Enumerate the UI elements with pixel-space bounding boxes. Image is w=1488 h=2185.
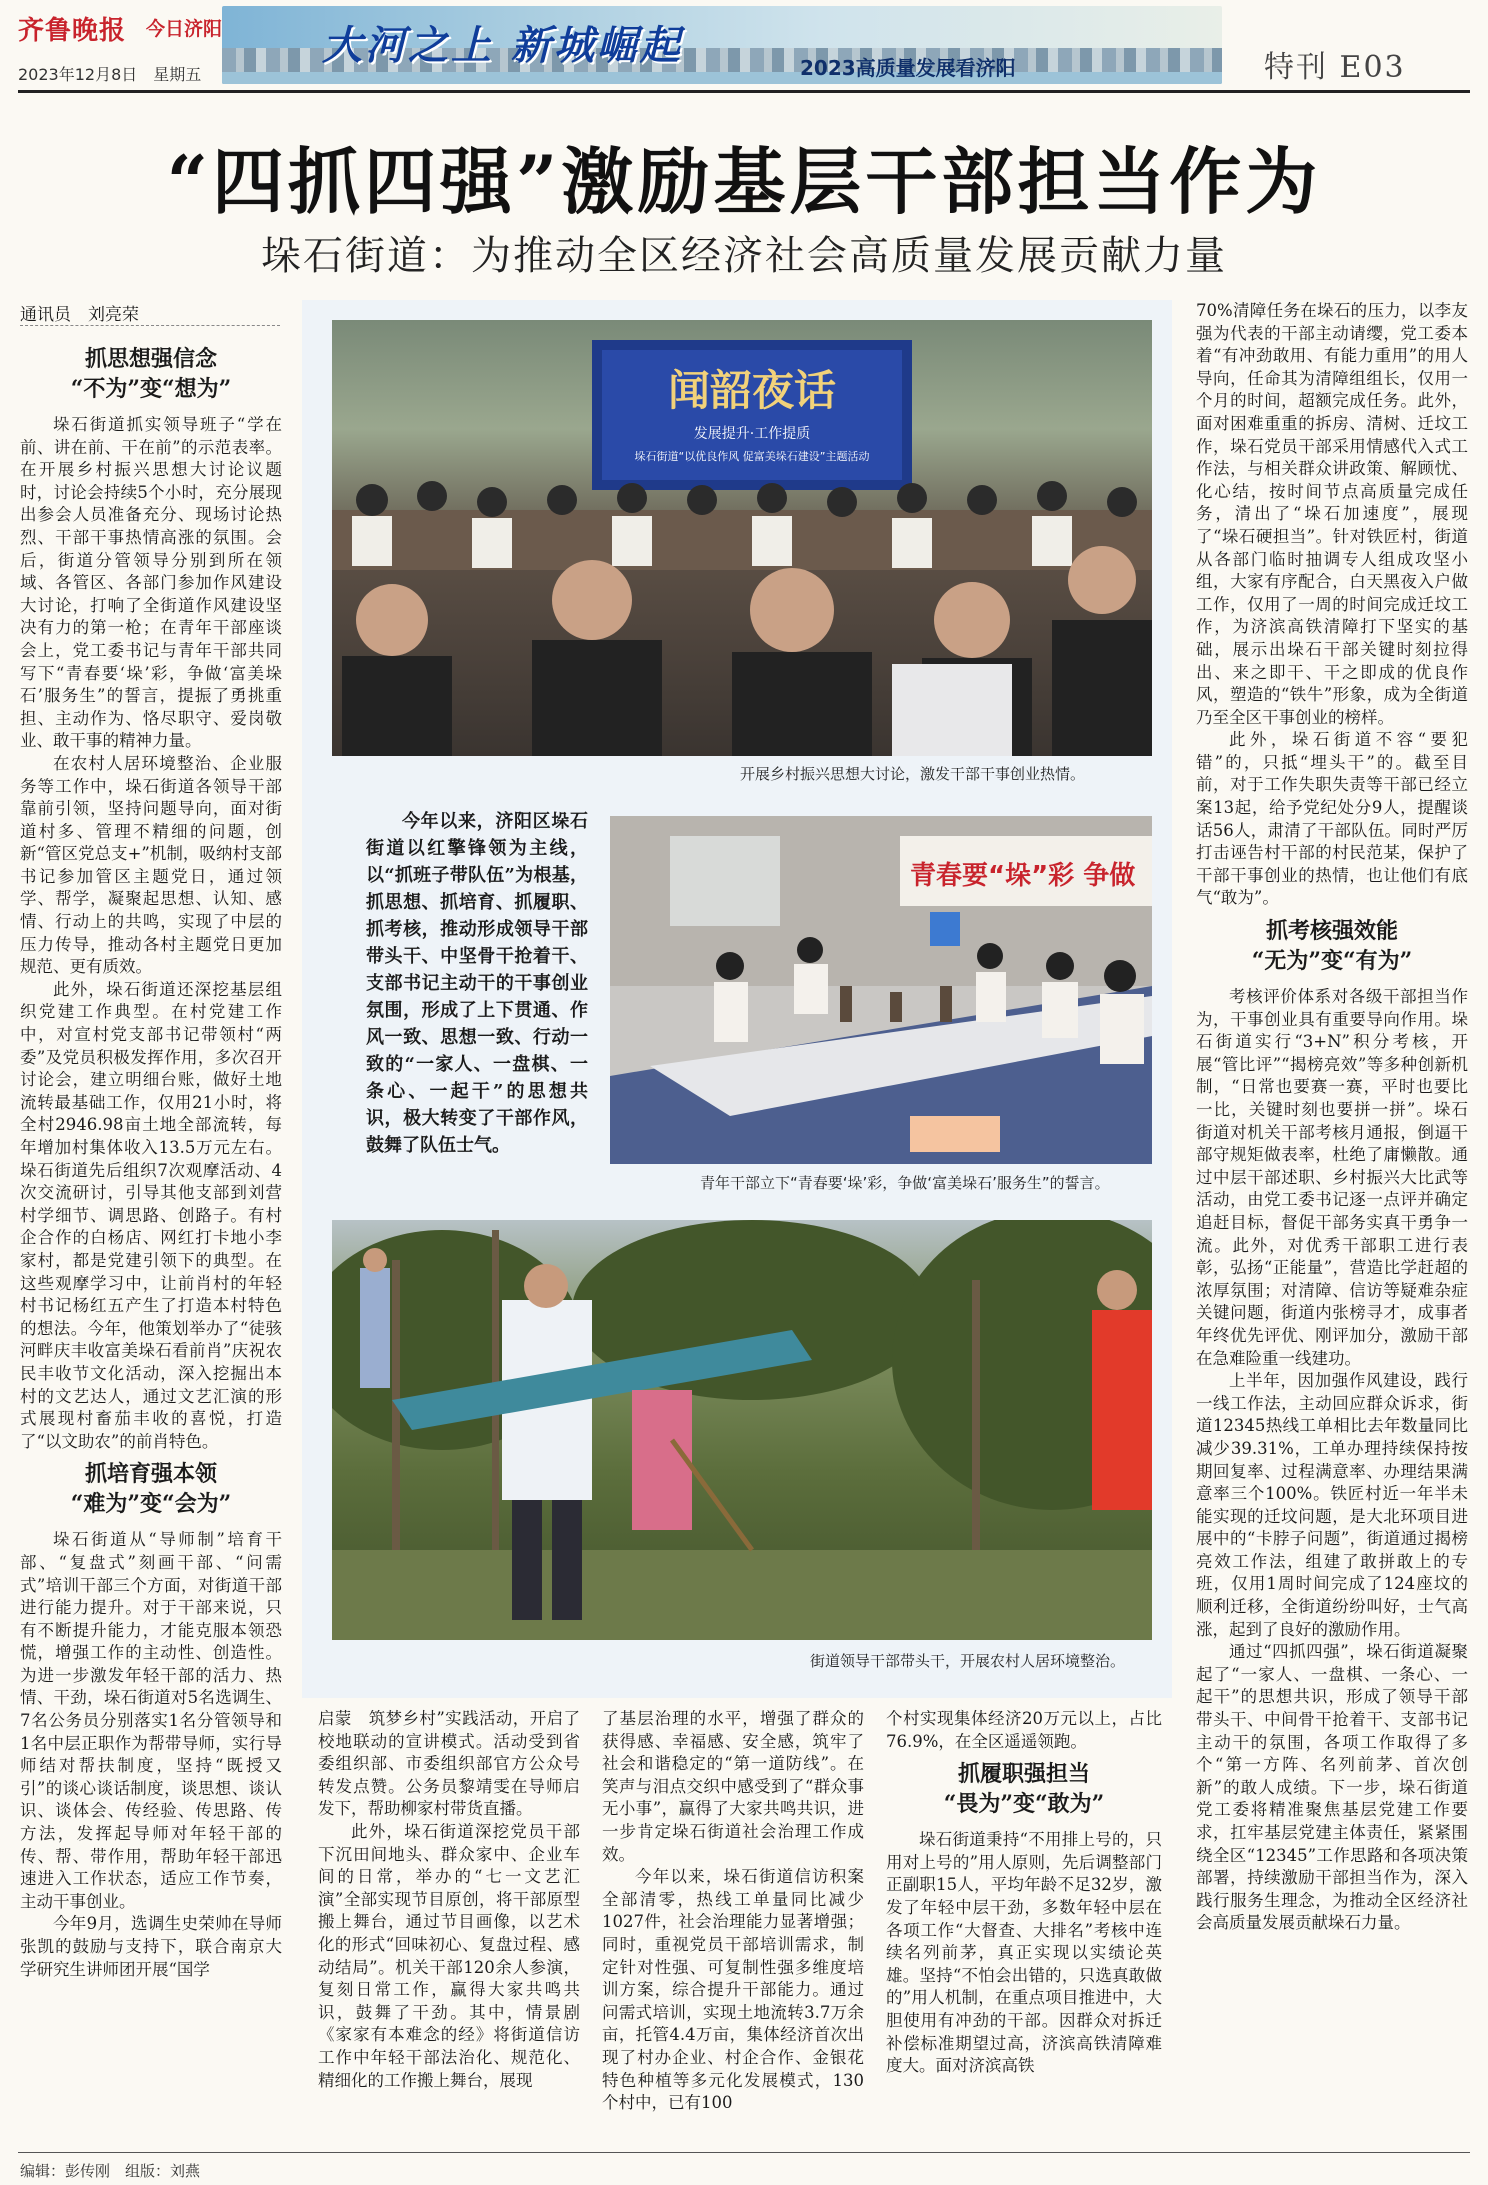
newspaper-logo: 齐鲁晚报: [18, 16, 127, 46]
column-1: [20, 338, 282, 2146]
footer-rule: [18, 2152, 1470, 2153]
paragraph: 个村实现集体经济20万元以上，占比76.9%，在全区遥遥领跑。: [886, 1709, 1162, 1751]
paragraph: 上半年，因加强作风建设，践行一线工作法，主动回应群众诉求，街道12345热线工单相比去年数量同比减少39.31%，工单办理持续保持按期回复率、过程满意率、办理结果满意率三个100%。铁匠村近一年半未能实现的迁坟问题，是大北环项目进展中的“卡脖子问题”，街道通过揭榜亮效工作法，组建了敢拼敢上的专班，仅用1周时间完成了124座坟的顺利迁移，全街道纷纷叫好，士气高涨，起到了良好的激励作用。: [1196, 1371, 1468, 1639]
svg-text:发展提升·工作提质: 发展提升·工作提质: [693, 426, 811, 442]
meeting-scene: [332, 320, 1152, 756]
photo-youth-meeting: [610, 816, 1152, 1164]
paragraph: 考核评价体系对各级干部担当作为，干事创业具有重要导向作用。垛石街道实行“3+N”积分考核，开展“管比评”“揭榜亮效”等多种创新机制，“日常也要赛一赛，平时也要比一比，关键时刻也要拼一拼”。垛石街道对机关干部考核月通报，倒逼干部守规矩做表率，杜绝了庸懒散。通过中层干部述职、乡村振兴大比武等活动，由党工委书记逐一点评并确定追赶目标，督促干部务实真干勇争一流。此外，对优秀干部职工进行表彰，弘扬“正能量”，营造比学赶超的浓厚氛围；对清障、信访等疑难杂症关键问题，街道内张榜寻才，成事者年终优先评优、刚评加分，激励干部在急难险重一线建功。: [1196, 987, 1468, 1368]
paragraph: 今年9月，选调生史荣帅在导师张凯的鼓励与支持下，联合南京大学研究生讲师团开展“国学: [20, 1914, 282, 1979]
paragraph: 通过“四抓四强”，垛石街道凝聚起了“一家人、一盘棋、一条心、一起干”的思想共识，形成了领导干部带头干、中间骨干抢着干、支部书记主动干的氛围，各项工作取得了多个“第一方阵、名列前茅、首次创新”的敢人成绩。下一步，垛石街道党工委将精准聚焦基层党建工作要求，扛牢基层党建主体责任，紧紧围绕全区“12345”工作思路和各项决策部署，持续激励干部担当作为，深入践行服务生理念，为推动全区经济社会高质量发展贡献垛石力量。: [1196, 1642, 1468, 1933]
banner-series: 2023高质量发展看济阳: [800, 56, 1016, 80]
edition-name: 今日济阳: [146, 18, 223, 40]
byline-rule: [20, 325, 280, 326]
section-heading-1: 抓思想强信念 “不为”变“想为”: [70, 346, 232, 402]
banner-slogan: 大河之上 新城崛起: [322, 22, 683, 69]
paragraph: 垛石街道抓实领导班子“学在前、讲在前、干在前”的示范表率。在开展乡村振兴思想大讨论议题时，讨论会持续5个小时，充分展现出参会人员准备充分、现场讨论热烈、干部干事热情高涨的氛围。会后，街道分管领导分别到所在领域、各管区、各部门参加作风建设大讨论，打响了全街道作风建设坚决有力的第一枪；在青年干部座谈会上，党工委书记与青年干部共同写下“青春要‘垛’彩，争做‘富美垛石’服务生”的誓言，提振了勇挑重担、主动作为、恪尽职守、爱岗敬业、敢干事的精神力量。: [20, 415, 282, 751]
paragraph: 垛石街道从“导师制”培育干部、“复盘式”刻画干部、“问需式”培训干部三个方面，对街道干部进行能力提升。对于干部来说，只有不断提升能力，才能克服本领恐慌，增强工作的主动性、创造性。为进一步激发年轻干部的活力、热情、干劲，垛石街道对5名选调生、7名公务员分别落实1名分管领导和1名中层正职作为帮带导师，实行导师结对帮扶制度，坚持“既授又引”的谈心谈话制度，谈思想、谈认识、谈体会、传经验、传思路、传方法，发挥起导师对年轻干部的传、帮、带作用，帮助年轻干部迅速进入工作状态，适应工作节奏，主动干事创业。: [20, 1530, 282, 1911]
article-title: “四抓四强”激励基层干部担当作为: [166, 139, 1322, 224]
svg-text:垛石街道“以优良作风 促富美垛石建设”主题活动: 垛石街道“以优良作风 促富美垛石建设”主题活动: [634, 450, 870, 463]
paragraph: 在农村人居环境整治、企业服务等工作中，垛石街道各领导干部靠前引领，坚持问题导向，面对街道村多、管理不精细的问题，创新“管区党总支+”机制，吸纳村支部书记参加管区主题党日，通过领学、帮学，凝聚起思想、认知、感情、行动上的共鸣，实现了中层的压力传导，推动各村主题党日更加规范、更有质效。: [20, 753, 282, 977]
youth-meeting-scene: [610, 816, 1152, 1164]
banner-text: 闻韶夜话: [667, 366, 837, 415]
summary-callout: 今年以来，济阳区垛石街道以红擎锋领为主线，以“抓班子带队伍”为根基，抓思想、抓培育、抓履职、抓考核，推动形成领导干部带头干、中坚骨干抢着干、支部书记主动干的干事创业氛围，形成了上下贯通、作风一致、思想一致、行动一致的“一家人、一盘棋、一条心、一起干”的思想共识，极大转变了干部作风，鼓舞了队伍士气。: [366, 811, 588, 1156]
photo-caption-1: 开展乡村振兴思想大讨论，激发干部干事创业热情。: [740, 765, 1086, 783]
column-5: [1196, 300, 1468, 2148]
photo-environment-cleanup: [332, 1220, 1152, 1640]
byline: 通讯员 刘亮荣: [20, 305, 139, 325]
column-4: [886, 1708, 1162, 2148]
article-subtitle: 垛石街道：为推动全区经济社会高质量发展贡献力量: [261, 233, 1227, 279]
paragraph: 垛石街道秉持“不用排上号的，只用对上号的”用人原则，先后调整部门正副职15人，平均年龄不足32岁，激发了年轻中层干劲，多数年轻中层在各项工作“大督查、大排名”考核中连续名列前茅，真正实现以实绩论英雄。坚持“不怕会出错的，只选真敢做的”用人机制，在重点项目推进中，大胆使用有冲劲的干部。因群众对拆迁补偿标准期望过高，济滨高铁清障难度大。面对济滨高铁: [886, 1830, 1162, 2076]
paragraph: 启蒙 筑梦乡村”实践活动，开启了校地联动的宣讲模式。活动受到省委组织部、市委组织部官方公众号转发点赞。公务员黎靖雯在导师启发下，帮助柳家村带货直播。: [318, 1709, 580, 1819]
page-label: 特刊 E03: [1264, 50, 1406, 85]
column-2: [318, 1708, 580, 2148]
section-heading-4: 抓考核强效能 “无为”变“有为”: [1251, 918, 1413, 975]
issue-date: 2023年12月8日 星期五: [18, 65, 202, 84]
footer-credits: 编辑：彭传刚 组版：刘燕: [20, 2162, 201, 2180]
photo-meeting: [332, 320, 1152, 756]
column-3: [602, 1708, 864, 2148]
cleanup-scene: [332, 1220, 1152, 1640]
wall-slogan: 青春要“垛”彩 争做: [910, 861, 1136, 891]
paragraph: 了基层治理的水平，增强了群众的获得感、幸福感、安全感，筑牢了社会和谐稳定的“第一道防线”。在笑声与泪点交织中感受到了“群众事无小事”，赢得了大家共鸣共识，进一步肯定垛石街道社会治理工作成效。: [602, 1709, 864, 1864]
paragraph: 今年以来，垛石街道信访积案全部清零，热线工单量同比减少1027件，社会治理能力显著增强；同时，重视党员干部培训需求，制定针对性强、可复制性强多维度培训方案，综合提升干部能力。通过问需式培训，实现土地流转3.7万余亩，托管4.4万亩，集体经济首次出现了村办企业、村企合作、金银花特色种植等多元化发展模式，130个村中，已有100: [602, 1867, 864, 2113]
header-rule: [18, 90, 1470, 93]
paragraph: 此外，垛石街道深挖党员干部下沉田间地头、群众家中、企业车间的日常，举办的“七一文艺汇演”全部实现节目原创，将干部原型搬上舞台，通过节目画像，以艺术化的形式“回味初心、复盘过程、感动结局”。机关干部120余人参演，复刻日常工作，赢得大家共鸣共识，鼓舞了干劲。其中，情景剧《家家有本难念的经》将街道信访工作中年轻干部法治化、规范化、精细化的工作搬上舞台，展现: [318, 1821, 580, 2090]
section-heading-2: 抓培育强本领 “难为”变“会为”: [70, 1461, 232, 1518]
section-heading-3: 抓履职强担当 “畏为”变“敢为”: [943, 1761, 1105, 1818]
paragraph: 此外，垛石街道不容“要犯错”的，只抵“埋头干”的。截至目前，对于工作失职失责等干部已经立案13起，给予党纪处分9人，提醒谈话56人，肃清了干部队伍。同时严厉打击诬告村干部的村民范某，保护了干部干事创业的热情，也让他们有底气“敢为”。: [1196, 730, 1468, 908]
photo-caption-3: 街道领导干部带头干，开展农村人居环境整治。: [810, 1652, 1126, 1670]
photo-caption-2: 青年干部立下“青春要‘垛’彩，争做‘富美垛石’服务生”的誓言。: [700, 1174, 1110, 1192]
paragraph: 此外，垛石街道还深挖基层组织党建工作典型。在村党建工作中，对宣村党支部书记带领村“两委”及党员积极发挥作用，多次召开讨论会，建立明细台账，做好土地流转最基础工作，仅用21小时，将全村2946.98亩土地全部流转，每年增加村集体收入13.5万元左右。垛石街道先后组织7次观摩活动、4次交流研讨，引导其他支部到刘营村学细节、调思路、创路子。有村企合作的白杨店、网红打卡地小李家村，都是党建引领下的典型。在这些观摩学习中，让前肖村的年轻村书记杨红五产生了打造本村特色的想法。今年，他策划举办了“徒骇河畔庆丰收富美垛石看前肖”庆祝农民丰收节文化活动，深入挖掘出本村的文艺达人，通过文艺汇演的形式展现村畜茄丰收的喜悦，打造了“以文助农”的前肖特色。: [20, 979, 282, 1451]
paragraph: 70%清障任务在垛石的压力，以李友强为代表的干部主动请缨，党工委本着“有冲劲敢用、有能力重用”的用人导向，任命其为清障组组长，仅用一个月的时间，超额完成任务。此外，面对困难重重的拆房、清树、迁坟工作，垛石党员干部采用情感代入式工作法，与相关群众讲政策、解顾忧、化心结，按时间节点高质量完成任务，清出了“垛石加速度”，展现了“垛石硬担当”。针对铁匠村，街道从各部门临时抽调专人组成攻坚小组，大家有序配合，白天黑夜入户做工作，仅用了一周的时间完成迁坟工作，为济滨高铁清障打下坚实的基础，展示出垛石干部关键时刻拉得出、来之即干、干之即成的优良作风，塑造的“铁牛”形象，成为全街道乃至全区干事创业的榜样。: [1196, 301, 1468, 727]
